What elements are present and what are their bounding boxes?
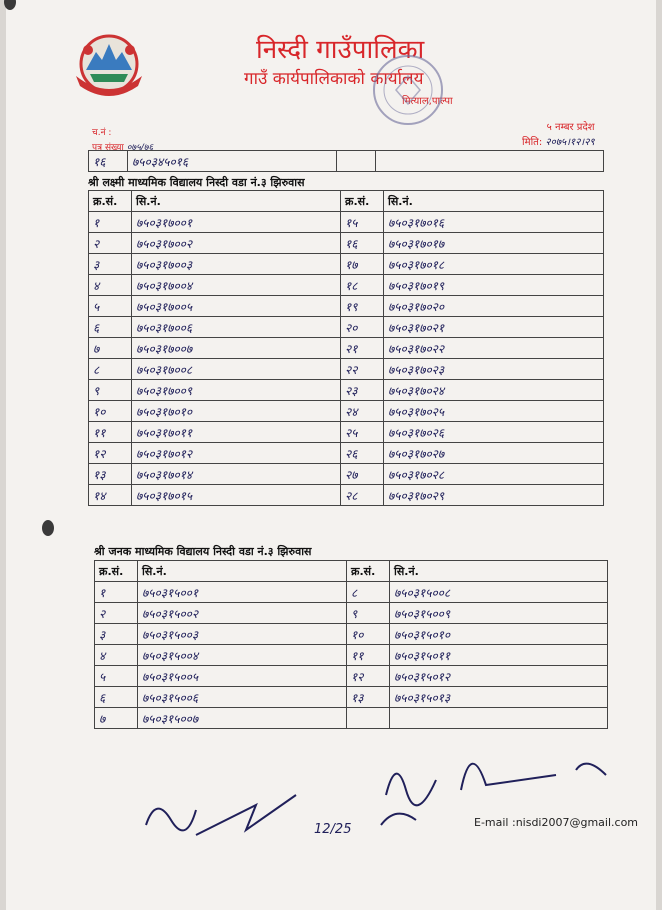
serial-cell: ५ xyxy=(89,296,132,317)
school2-caption: श्री जनक माध्यमिक विद्यालय निस्दी वडा नं.३ झिरुवास xyxy=(94,545,312,558)
continuation-row-table xyxy=(88,150,604,172)
municipality-title: निस्दी गाउँपालिका xyxy=(256,35,425,65)
symbol-number-cell: ७५०३१७०१४ xyxy=(132,464,341,485)
serial-cell: ११ xyxy=(89,422,132,443)
school1-table xyxy=(88,190,604,506)
symbol-number-cell: ७५०३१५०१२ xyxy=(390,666,608,687)
serial-cell: ५ xyxy=(95,666,138,687)
serial-cell: २१ xyxy=(341,338,384,359)
date-line xyxy=(522,135,595,150)
serial-cell: ४ xyxy=(89,275,132,296)
symbol-number-cell: ७५०३१७००७ xyxy=(132,338,341,359)
patra-label: पत्र संख्या xyxy=(92,143,124,153)
serial-cell: २७ xyxy=(341,464,384,485)
cell-empty xyxy=(337,151,376,172)
serial-cell: २४ xyxy=(341,401,384,422)
serial-cell: १४ xyxy=(89,485,132,506)
symbol-number-cell: ७५०३१५०११ xyxy=(390,645,608,666)
serial-cell: १२ xyxy=(89,443,132,464)
date-value: २०७५।१२।२९ xyxy=(545,137,595,148)
office-subtitle: गाउँ कार्यपालिकाको कार्यालय xyxy=(244,69,424,89)
symbol-number-cell: ७५०३१७०१७ xyxy=(384,233,604,254)
symbol-number-cell: ७५०३१७०१६ xyxy=(384,212,604,233)
table-header-row xyxy=(95,561,608,582)
table-header-row xyxy=(89,191,604,212)
cell-empty xyxy=(376,151,604,172)
serial-cell: ७ xyxy=(95,708,138,729)
symbol-number-cell: ७५०३१७०२१ xyxy=(384,317,604,338)
column-header: क्र.सं. xyxy=(89,191,132,212)
symbol-number-cell: ७५०३१५००५ xyxy=(138,666,347,687)
symbol-number-cell: ७५०३१७०१८ xyxy=(384,254,604,275)
office-address: मित्याल,पाल्पा xyxy=(402,96,453,107)
serial-cell: १ xyxy=(95,582,138,603)
column-header: सि.नं. xyxy=(384,191,604,212)
serial-cell: २ xyxy=(95,603,138,624)
punch-hole xyxy=(4,0,16,10)
table-row xyxy=(89,359,604,380)
symbol-number-cell: ७५०३१७०२० xyxy=(384,296,604,317)
symbol-number-cell: ७५०३१७०११ xyxy=(132,422,341,443)
table-row xyxy=(89,464,604,485)
table-row xyxy=(89,338,604,359)
signature-date: 12/25 xyxy=(314,822,352,837)
date-block xyxy=(522,120,595,150)
serial-cell: ९ xyxy=(347,603,390,624)
serial-cell: ८ xyxy=(89,359,132,380)
table-row xyxy=(89,380,604,401)
symbol-number-cell: ७५०३१७०२४ xyxy=(384,380,604,401)
table-row xyxy=(89,233,604,254)
serial-cell: ३ xyxy=(89,254,132,275)
symbol-number-cell: ७५०३१५००१ xyxy=(138,582,347,603)
column-header: सि.नं. xyxy=(390,561,608,582)
table-row xyxy=(89,296,604,317)
column-header: सि.नं. xyxy=(138,561,347,582)
symbol-number-cell: ७५०३१५००७ xyxy=(138,708,347,729)
serial-cell: २५ xyxy=(341,422,384,443)
table-row xyxy=(89,275,604,296)
table-row xyxy=(95,666,608,687)
column-header: क्र.सं. xyxy=(95,561,138,582)
serial-cell: ६ xyxy=(95,687,138,708)
symbol-number-cell: ७५०३१५०१३ xyxy=(390,687,608,708)
table-row xyxy=(95,603,608,624)
serial-cell: १७ xyxy=(341,254,384,275)
date-label: मिति: xyxy=(522,137,543,148)
serial-cell: १० xyxy=(89,401,132,422)
symbol-number-cell: ७५०३१७०२७ xyxy=(384,443,604,464)
chalani-label: च.नं : xyxy=(92,128,112,138)
cell-value: ७५०३४५०१६ xyxy=(128,151,337,172)
table-row xyxy=(89,401,604,422)
patra-value: ०७५/७६ xyxy=(126,143,154,153)
symbol-number-cell: ७५०३१७००२ xyxy=(132,233,341,254)
table-row xyxy=(89,317,604,338)
table-row xyxy=(89,422,604,443)
serial-cell: १ xyxy=(89,212,132,233)
table-row xyxy=(89,212,604,233)
symbol-number-cell: ७५०३१७०२९ xyxy=(384,485,604,506)
serial-cell: ७ xyxy=(89,338,132,359)
serial-cell: १८ xyxy=(341,275,384,296)
serial-cell: ९ xyxy=(89,380,132,401)
symbol-number-cell: ७५०३१७००१ xyxy=(132,212,341,233)
serial-cell: १३ xyxy=(347,687,390,708)
symbol-number-cell: ७५०३१५०१० xyxy=(390,624,608,645)
symbol-number-cell: ७५०३१७०२५ xyxy=(384,401,604,422)
symbol-number-cell: ७५०३१७०१२ xyxy=(132,443,341,464)
serial-cell: २२ xyxy=(341,359,384,380)
serial-cell: १९ xyxy=(341,296,384,317)
symbol-number-cell: ७५०३१७००४ xyxy=(132,275,341,296)
symbol-number-cell: ७५०३१५००९ xyxy=(390,603,608,624)
table-row xyxy=(95,645,608,666)
serial-cell: २३ xyxy=(341,380,384,401)
symbol-number-cell: ७५०३१७०२२ xyxy=(384,338,604,359)
table-row xyxy=(89,254,604,275)
office-stamp xyxy=(368,50,448,130)
email-contact: E-mail :nisdi2007@gmail.com xyxy=(474,816,639,829)
school1-caption: श्री लक्ष्मी माध्यमिक विद्यालय निस्दी वडा नं.३ झिरुवास xyxy=(88,176,305,189)
serial-cell: १५ xyxy=(341,212,384,233)
symbol-number-cell: ७५०३१५००६ xyxy=(138,687,347,708)
punch-hole xyxy=(42,520,54,536)
table-row xyxy=(95,708,608,729)
symbol-number-cell: ७५०३१७०२६ xyxy=(384,422,604,443)
serial-cell: २६ xyxy=(341,443,384,464)
serial-cell: ३ xyxy=(95,624,138,645)
symbol-number-cell: ७५०३१७०२३ xyxy=(384,359,604,380)
column-header: सि.नं. xyxy=(132,191,341,212)
symbol-number-cell: ७५०३१७००८ xyxy=(132,359,341,380)
serial-cell: २० xyxy=(341,317,384,338)
symbol-number-cell: ७५०३१७०२८ xyxy=(384,464,604,485)
table-row xyxy=(95,582,608,603)
table-row xyxy=(95,687,608,708)
symbol-number-cell: ७५०३१७०१५ xyxy=(132,485,341,506)
symbol-number-cell: ७५०३१५००२ xyxy=(138,603,347,624)
table-row xyxy=(95,624,608,645)
serial-cell: १६ xyxy=(341,233,384,254)
symbol-number-cell: ७५०३१७००५ xyxy=(132,296,341,317)
symbol-number-cell: ७५०३१५००३ xyxy=(138,624,347,645)
document-page xyxy=(6,0,656,910)
symbol-number-cell xyxy=(390,708,608,729)
nepal-emblem-logo xyxy=(68,30,150,100)
province-label: ५ नम्बर प्रदेश xyxy=(546,122,595,133)
symbol-number-cell: ७५०३१७०१० xyxy=(132,401,341,422)
serial-cell: १० xyxy=(347,624,390,645)
serial-cell: ६ xyxy=(89,317,132,338)
symbol-number-cell: ७५०३१५००८ xyxy=(390,582,608,603)
serial-cell: ८ xyxy=(347,582,390,603)
serial-cell: १२ xyxy=(347,666,390,687)
serial-cell: २८ xyxy=(341,485,384,506)
symbol-number-cell: ७५०३१५००४ xyxy=(138,645,347,666)
symbol-number-cell: ७५०३१७००९ xyxy=(132,380,341,401)
school2-table xyxy=(94,560,608,729)
table-row xyxy=(89,485,604,506)
symbol-number-cell: ७५०३१७००३ xyxy=(132,254,341,275)
column-header: क्र.सं. xyxy=(341,191,384,212)
cell-sn: १६ xyxy=(89,151,128,172)
table-row xyxy=(89,443,604,464)
serial-cell xyxy=(347,708,390,729)
serial-cell: ११ xyxy=(347,645,390,666)
table-row xyxy=(89,151,604,172)
serial-cell: २ xyxy=(89,233,132,254)
serial-cell: ४ xyxy=(95,645,138,666)
column-header: क्र.सं. xyxy=(347,561,390,582)
serial-cell: १३ xyxy=(89,464,132,485)
symbol-number-cell: ७५०३१७००६ xyxy=(132,317,341,338)
symbol-number-cell: ७५०३१७०१९ xyxy=(384,275,604,296)
